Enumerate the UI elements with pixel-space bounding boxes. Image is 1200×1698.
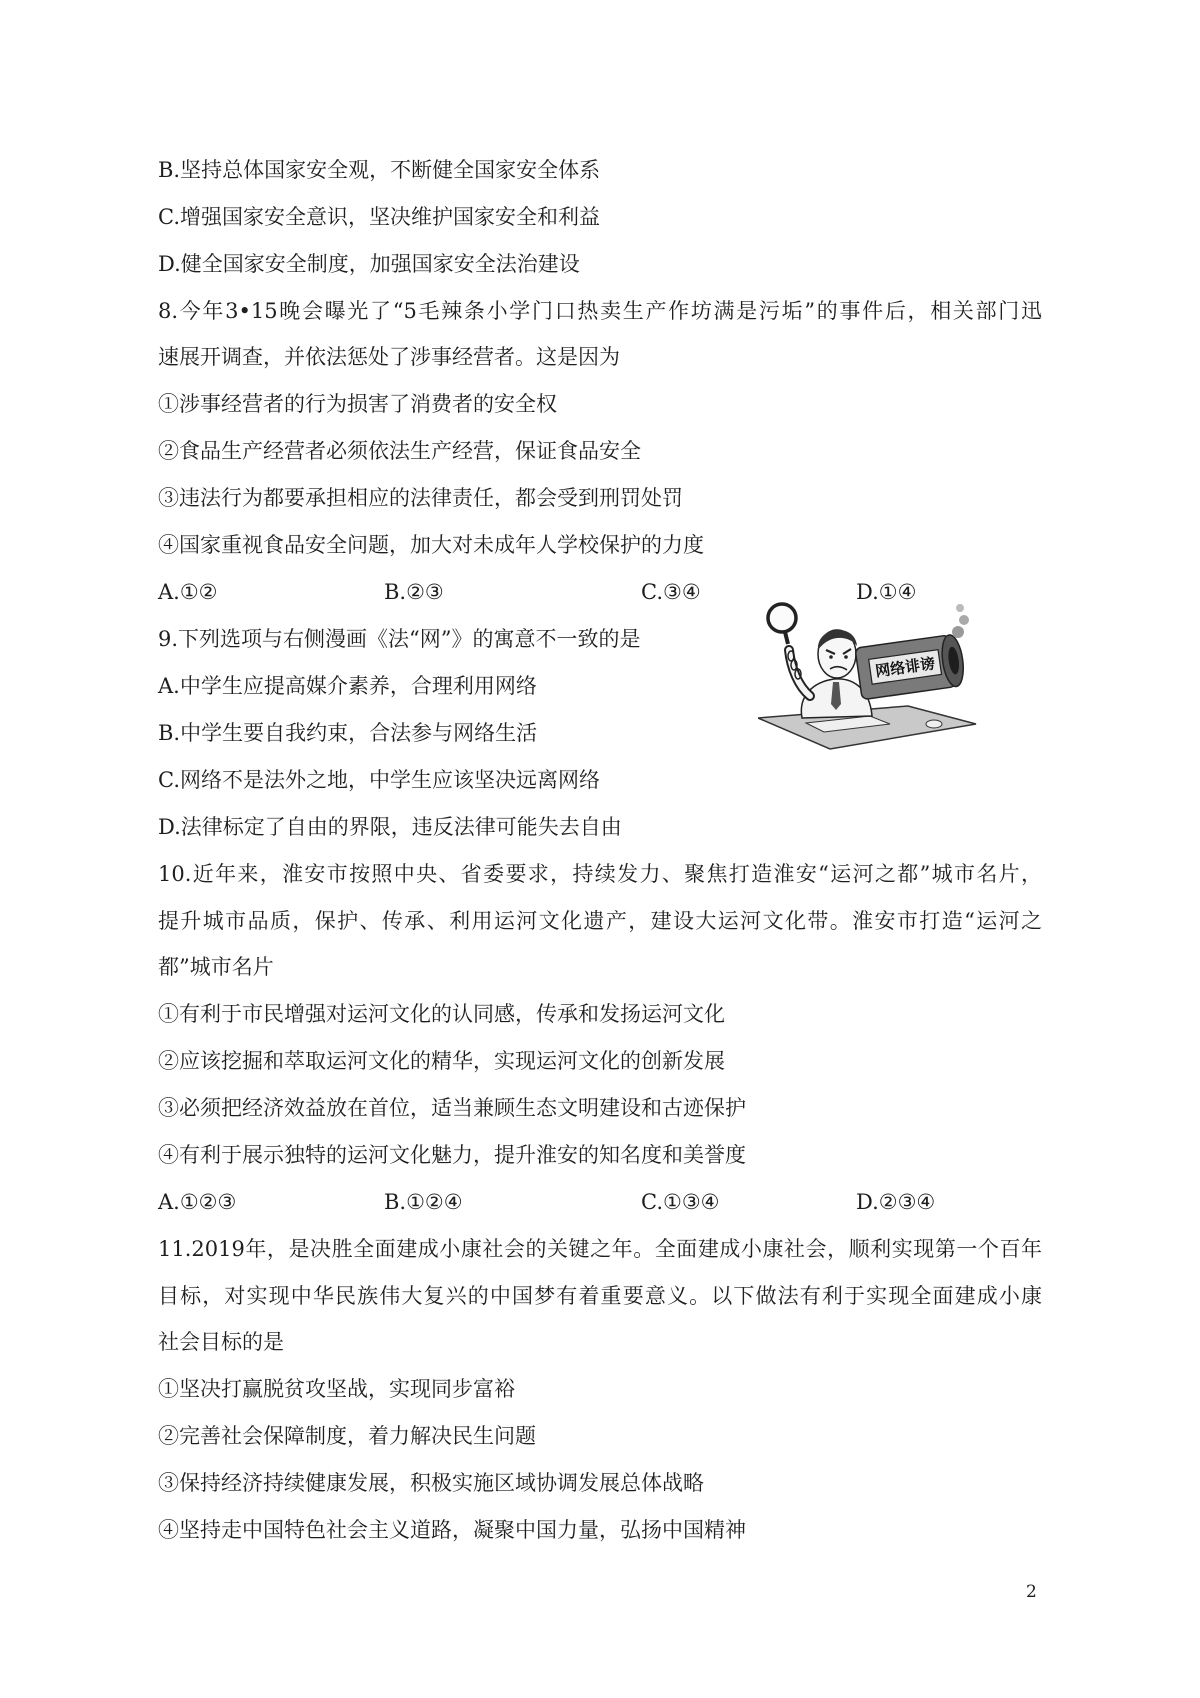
q7-option-c: C.增强国家安全意识，坚决维护国家安全和利益 bbox=[158, 205, 600, 229]
law-net-cartoon bbox=[758, 596, 978, 751]
q10-stem-line-3: 都”城市名片 bbox=[158, 955, 274, 979]
q10-statement-4: ④有利于展示独特的运河文化魅力，提升淮安的知名度和美誉度 bbox=[158, 1143, 746, 1167]
q8-stem-line-1: 8.今年3•15晚会曝光了“5毛辣条小学门口热卖生产作坊满是污垢”的事件后，相关部门迅 bbox=[158, 299, 1042, 323]
q8-statement-2: ②食品生产经营者必须依法生产经营，保证食品安全 bbox=[158, 439, 641, 463]
q8-choice-a: A.①② bbox=[158, 580, 218, 604]
q10-choice-c: C.①③④ bbox=[641, 1190, 720, 1214]
q7-option-d: D.健全国家安全制度，加强国家安全法治建设 bbox=[158, 252, 580, 276]
q11-statement-1: ①坚决打赢脱贫攻坚战，实现同步富裕 bbox=[158, 1377, 515, 1401]
q9-option-b: B.中学生要自我约束，合法参与网络生活 bbox=[158, 721, 538, 745]
q8-choice-c: C.③④ bbox=[641, 580, 701, 604]
q10-statement-2: ②应该挖掘和萃取运河文化的精华，实现运河文化的创新发展 bbox=[158, 1049, 725, 1073]
q11-stem-line-3: 社会目标的是 bbox=[158, 1330, 284, 1354]
q8-statement-4: ④国家重视食品安全问题，加大对未成年人学校保护的力度 bbox=[158, 533, 704, 557]
q8-stem-line-2: 速展开调查，并依法惩处了涉事经营者。这是因为 bbox=[158, 345, 620, 369]
q8-statement-3: ③违法行为都要承担相应的法律责任，都会受到刑罚处罚 bbox=[158, 486, 683, 510]
smoke-puff-2 bbox=[959, 615, 969, 625]
cartoon-cannon bbox=[855, 634, 966, 700]
q8-statement-1: ①涉事经营者的行为损害了消费者的安全权 bbox=[158, 392, 557, 416]
cartoon-eye-left bbox=[829, 655, 833, 659]
q8-choice-d: D.①④ bbox=[856, 580, 917, 604]
magnifying-glass-handle bbox=[785, 632, 788, 644]
q11-statement-2: ②完善社会保障制度，着力解决民生问题 bbox=[158, 1424, 536, 1448]
cartoon-eye-right bbox=[844, 655, 848, 659]
q8-choice-b: B.②③ bbox=[384, 580, 444, 604]
cannon-label: 网络诽谤 bbox=[874, 654, 937, 681]
q10-choice-a: A.①②③ bbox=[158, 1190, 237, 1214]
q10-stem-line-2: 提升城市品质，保护、传承、利用运河文化遗产，建设大运河文化带。淮安市打造“运河之 bbox=[158, 909, 1042, 933]
q9-stem: 9.下列选项与右侧漫画《法“网”》的寓意不一致的是 bbox=[158, 627, 641, 651]
q11-statement-4: ④坚持走中国特色社会主义道路，凝聚中国力量，弘扬中国精神 bbox=[158, 1518, 746, 1542]
q11-stem-line-1: 11.2019年，是决胜全面建成小康社会的关键之年。全面建成小康社会，顺利实现第一个百年 bbox=[158, 1237, 1042, 1261]
magnifying-glass-icon bbox=[768, 604, 796, 632]
q10-statement-3: ③必须把经济效益放在首位，适当兼顾生态文明建设和古迹保护 bbox=[158, 1096, 746, 1120]
q10-statement-1: ①有利于市民增强对运河文化的认同感，传承和发扬运河文化 bbox=[158, 1002, 725, 1026]
q11-stem-line-2: 目标，对实现中华民族伟大复兴的中国梦有着重要意义。以下做法有利于实现全面建成小康 bbox=[158, 1284, 1042, 1308]
q11-statement-3: ③保持经济持续健康发展，积极实施区域协调发展总体战略 bbox=[158, 1471, 704, 1495]
q9-option-d: D.法律标定了自由的界限，违反法律可能失去自由 bbox=[158, 815, 622, 839]
q9-option-c: C.网络不是法外之地，中学生应该坚决远离网络 bbox=[158, 768, 600, 792]
q10-stem-line-1: 10.近年来，淮安市按照中央、省委要求，持续发力、聚焦打造淮安“运河之都”城市名片， bbox=[158, 862, 1042, 886]
smoke-puff-1 bbox=[952, 626, 964, 638]
q10-choice-b: B.①②④ bbox=[384, 1190, 463, 1214]
smoke-puff-3 bbox=[956, 604, 964, 612]
q7-option-b: B.坚持总体国家安全观，不断健全国家安全体系 bbox=[158, 158, 601, 182]
page-number: 2 bbox=[1026, 1582, 1037, 1602]
q10-choice-d: D.②③④ bbox=[856, 1190, 936, 1214]
q9-option-a: A.中学生应提高媒介素养，合理利用网络 bbox=[158, 674, 537, 698]
cartoon-mouse bbox=[926, 720, 942, 728]
